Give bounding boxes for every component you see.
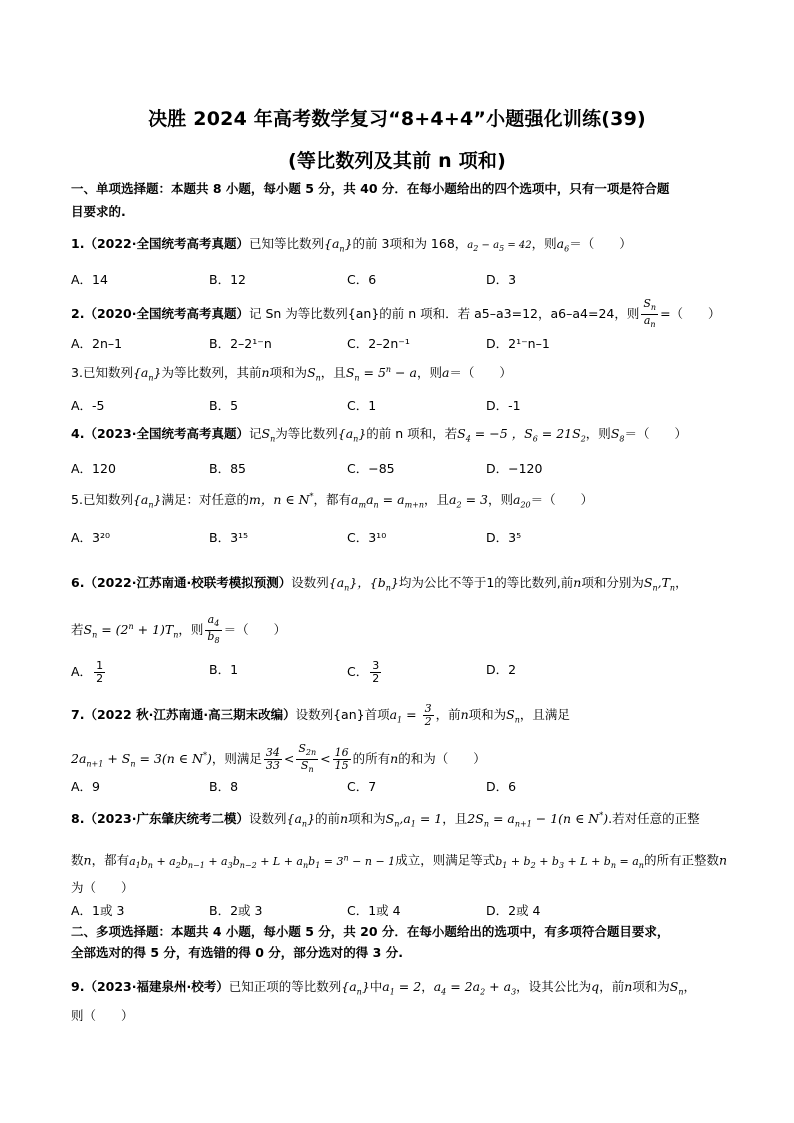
q3-option-a[interactable]: A．-5 (71, 398, 105, 413)
q8-option-a[interactable]: A．1或 3 (71, 903, 125, 918)
q7-option-c[interactable]: C．7 (347, 779, 377, 794)
q8-option-b[interactable]: B．2或 3 (209, 903, 263, 918)
q7-option-d[interactable]: D．6 (486, 779, 517, 794)
q5-option-a[interactable]: A．3²⁰ (71, 530, 111, 545)
question-8: 8.（2023·广东肇庆统考二模）设数列$\{a_n\}$的前n项和为$S_n,a_1 = 1$，且$2S_n = a_{n+1} - 1(n$ ∈ N*).若对任意的正整 (71, 811, 700, 829)
q3-option-d[interactable]: D．-1 (486, 398, 521, 413)
q6-option-a[interactable]: A． $\frac{1}{2}$ (71, 659, 104, 685)
q8-option-c[interactable]: C．1或 4 (347, 903, 401, 918)
question-2: 2.（2020·全国统考高考真题）记 Sn 为等比数列{an}的前 n 项和．若 a5–a3=12，a6–a4=24，则 $\frac{S_n}{a_n}$ =（ ） (71, 297, 721, 330)
q4-option-d[interactable]: D．−120 (486, 461, 543, 476)
question-9-line2: 则（ ） (71, 1008, 134, 1023)
page-subtitle: (等比数列及其前 n 项和) (288, 150, 506, 172)
q1-option-a[interactable]: A．14 (71, 272, 108, 287)
q1-option-b[interactable]: B．12 (209, 272, 246, 287)
question-7: 7.（2022 秋·江苏南通·高三期末改编）设数列{an}首项$a_1$ = $\frac{3}{2}$ ，前n项和为$S_n$，且满足 (71, 702, 570, 728)
question-6-line2: 若$S_n = (2^n + 1)T_n$，则 $\frac{a_4}{b_8}$ ＝（ ） (71, 613, 287, 646)
question-8-line2: 数n，都有$a_1b_n + a_2b_{n-1} + a_3b_{n-2} + L + a_nb_1 = 3^n - n - 1$成立，则满足等式$b_1 + b_2 + b_3 + L + b_n = a_n$的所有正整数n (71, 852, 728, 870)
q6-option-d[interactable]: D．2 (486, 662, 517, 677)
question-4: 4.（2023·全国统考高考真题）记$S_n$为等比数列$\{a_n\}$的前 n 项和，若$S_4 = -5$ ，$S_6 = 21S_2$，则$S_8=$（ ） (71, 426, 687, 444)
q4-option-c[interactable]: C．−85 (347, 461, 395, 476)
q2-option-b[interactable]: B．2–2¹⁻n (209, 336, 272, 351)
q2-option-a[interactable]: A．2n–1 (71, 336, 123, 351)
question-3: 3.已知数列$\{a_n\}$为等比数列，其前n项和为$S_n$，且$S_n = 5^n - a$，则a＝（ ） (71, 365, 512, 383)
section1-heading-cont: 目要求的. (71, 204, 126, 219)
q7-option-a[interactable]: A．9 (71, 779, 101, 794)
q1-option-d[interactable]: D．3 (486, 272, 517, 287)
q2-option-c[interactable]: C．2–2n⁻¹ (347, 336, 410, 351)
question-6: 6.（2022·江苏南通·校联考模拟预测）设数列$\{a_n\}$，$\{b_n\}$均为公比不等于1的等比数列,前n项和分别为$S_n,T_n$， (71, 575, 688, 593)
q7-option-b[interactable]: B．8 (209, 779, 239, 794)
q2-option-d[interactable]: D．2¹⁻n–1 (486, 336, 550, 351)
q5-option-c[interactable]: C．3¹⁰ (347, 530, 387, 545)
q1-option-c[interactable]: C．6 (347, 272, 377, 287)
question-7-line2: $2a_{n+1} + S_n = 3(n$ ∈ N*)，则满足 $\frac{34}{33}$ < $\frac{S_{2n}}{S_n}$ < $\frac{16}{15}$ 的所有n的和为（ ） (71, 742, 486, 775)
question-9: 9.（2023·福建泉州·校考）已知正项的等比数列$\{a_n\}$中$a_1 = 2$，$a_4 = 2a_2 + a_3$，设其公比为q，前n项和为$S_n$， (71, 979, 697, 997)
q6-option-c[interactable]: C． $\frac{3}{2}$ (347, 659, 380, 685)
q5-option-d[interactable]: D．3⁵ (486, 530, 522, 545)
q3-option-c[interactable]: C．1 (347, 398, 377, 413)
q6-option-b[interactable]: B．1 (209, 662, 239, 677)
q5-option-b[interactable]: B．3¹⁵ (209, 530, 249, 545)
section2-heading: 二、多项选择题：本题共 4 小题，每小题 5 分，共 20 分．在每小题给出的选项中，有多项符合题目要求， (71, 924, 670, 939)
page-title: 决胜 2024 年高考数学复习“8+4+4”小题强化训练(39) (148, 108, 646, 130)
question-8-line3: 为（ ） (71, 880, 134, 895)
section2-heading-cont: 全部选对的得 5 分，有选错的得 0 分，部分选对的得 3 分. (71, 945, 403, 960)
question-5: 5.已知数列$\{a_n\}$满足：对任意的m，n ∈ N*，都有$a_ma_n = a_{m+n}$，且$a_2 = 3$，则$a_{20}=$（ ） (71, 492, 594, 510)
question-1: 1.（2022·全国统考高考真题）已知等比数列$\{a_n\}$的前 3项和为 168，$a_2 - a_5 = 42$，则$a_6=$（ ） (71, 236, 632, 254)
q3-option-b[interactable]: B．5 (209, 398, 239, 413)
section1-heading: 一、单项选择题：本题共 8 小题，每小题 5 分，共 40 分．在每小题给出的四个选项中，只有一项是符合题 (71, 181, 670, 196)
q4-option-a[interactable]: A．120 (71, 461, 116, 476)
q8-option-d[interactable]: D．2或 4 (486, 903, 541, 918)
q4-option-b[interactable]: B．85 (209, 461, 246, 476)
